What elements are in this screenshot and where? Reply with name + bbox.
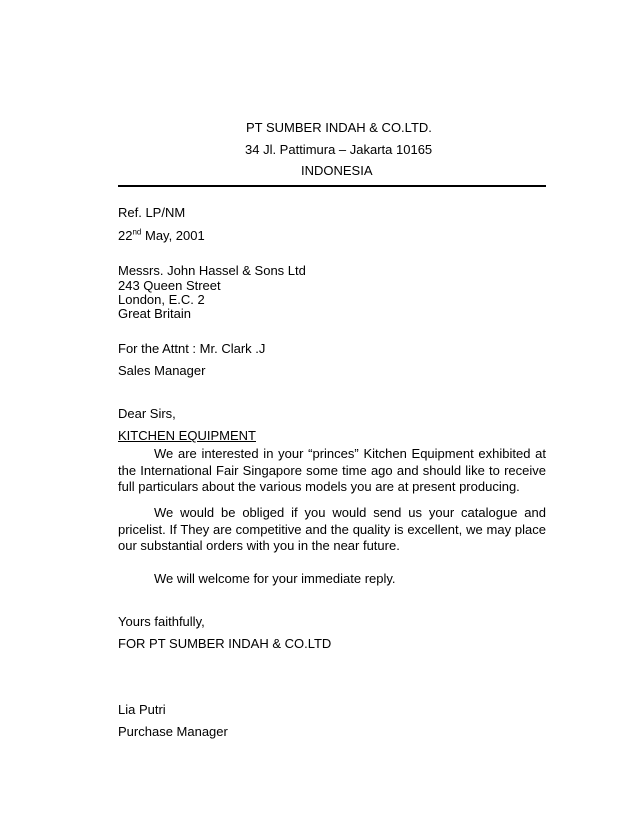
attention-line: For the Attnt : Mr. Clark .J xyxy=(118,341,266,356)
date-day: 22 xyxy=(118,228,133,243)
signatory-name: Lia Putri xyxy=(118,702,166,717)
body-paragraph-3: We will welcome for your immediate reply. xyxy=(154,571,396,586)
attention-title: Sales Manager xyxy=(118,363,206,378)
body-paragraph-1 xyxy=(118,446,546,496)
body-paragraph-2 xyxy=(118,505,546,555)
signatory-title: Purchase Manager xyxy=(118,724,228,739)
closing-company: FOR PT SUMBER INDAH & CO.LTD xyxy=(118,636,332,651)
company-country: INDONESIA xyxy=(301,163,373,178)
company-name: PT SUMBER INDAH & CO.LTD. xyxy=(246,120,432,135)
letter-date xyxy=(118,228,205,244)
salutation: Dear Sirs, xyxy=(118,406,176,421)
date-suffix: nd xyxy=(132,227,142,237)
body-paragraph-1-text: We are interested in your “princes” Kitchen Equipment exhibited at the International Fair Singapore some time ago and should like to receive full particulars about the various models you are at present producing. xyxy=(118,446,546,494)
recipient-line-1: Messrs. John Hassel & Sons Ltd xyxy=(118,263,306,278)
header-divider xyxy=(118,185,546,187)
company-address: 34 Jl. Pattimura – Jakarta 10165 xyxy=(245,142,433,157)
recipient-line-2: 243 Queen Street xyxy=(118,278,221,293)
date-rest: May, 2001 xyxy=(141,228,205,243)
body-paragraph-2-text: We would be obliged if you would send us your catalogue and pricelist. If They are competitive and the quality is excellent, we may place our substantial orders with you in the near future. xyxy=(118,505,546,553)
subject-line: KITCHEN EQUIPMENT xyxy=(118,428,256,443)
recipient-line-4: Great Britain xyxy=(118,306,191,321)
closing-phrase: Yours faithfully, xyxy=(118,614,205,629)
reference: Ref. LP/NM xyxy=(118,205,186,220)
recipient-line-3: London, E.C. 2 xyxy=(118,292,205,307)
